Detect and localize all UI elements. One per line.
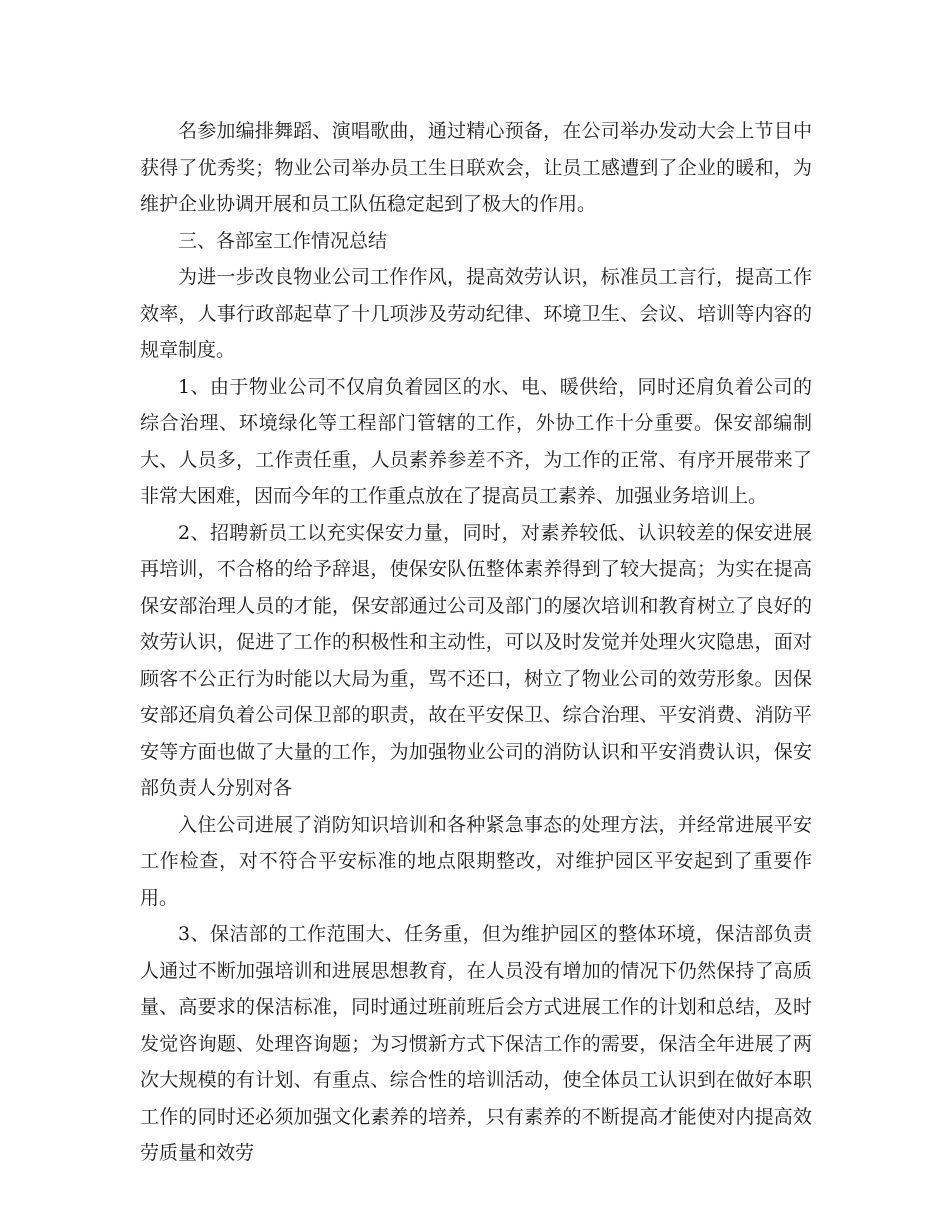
paragraph-item-3: 3、保洁部的工作范围大、任务重，但为维护园区的整体环境，保洁部负责人通过不断加强培训和进展思想教育，在人员没有增加的情况下仍然保持了高质量、高要求的保洁标准，同时通过班前班后会方式进展工作的计划和总结，及时发觉咨询题、处理咨询题；为习惯新方式下保洁工作的需要，保洁全年进展了两次大规模的有计划、有重点、综合性的培训活动，使全体员工认识到在做好本职工作的同时还必须加强文化素养的培养，只有素养的不断提高才能使对内提高效劳质量和效劳 bbox=[140, 923, 812, 1164]
paragraph-hr-rules: 为进一步改良物业公司工作作风，提高效劳认识，标准员工言行，提高工作效率，人事行政部起草了十几项涉及劳动纪律、环境卫生、会议、培训等内容的规章制度。 bbox=[140, 266, 812, 361]
paragraph-item-2: 2、招聘新员工以充实保安力量，同时，对素养较低、认识较差的保安进展再培训，不合格的给予辞退，使保安队伍整体素养得到了较大提高；为实在提高保安部治理人员的才能，保安部通过公司及部门的屡次培训和教育树立了良好的效劳认识，促进了工作的积极性和主动性，可以及时发觉并处理火灾隐患，面对顾客不公正行为时能以大局为重，骂不还口，树立了物业公司的效劳形象。因保安部还肩负着公司保卫部的职责，故在平安保卫、综合治理、平安消费、消防平安等方面也做了大量的工作，为加强物业公司的消防认识和平安消费认识，保安部负责人分别对各 bbox=[140, 521, 812, 799]
paragraph-item-2-continuation: 入住公司进展了消防知识培训和各种紧急事态的处理方法，并经常进展平安工作检查，对不符合平安标准的地点限期整改，对维护园区平安起到了重要作用。 bbox=[140, 813, 812, 909]
paragraph-intro-continuation: 名参加编排舞蹈、演唱歌曲，通过精心预备，在公司举办发动大会上节目中获得了优秀奖；物业公司举办员工生日联欢会，让员工感遭到了企业的暖和，为维护企业协调开展和员工队伍稳定起到了极大的作用。 bbox=[140, 120, 812, 215]
paragraph-item-1: 1、由于物业公司不仅肩负着园区的水、电、暖供给，同时还肩负着公司的综合治理、环境绿化等工程部门管辖的工作，外协工作十分重要。保安部编制大、人员多，工作责任重，人员素养参差不齐，为工作的正常、有序开展带来了非常大困难，因而今年的工作重点放在了提高员工素养、加强业务培训上。 bbox=[140, 375, 812, 507]
section-heading-3: 三、各部室工作情况总结 bbox=[178, 229, 388, 252]
body-text bbox=[140, 113, 812, 1172]
